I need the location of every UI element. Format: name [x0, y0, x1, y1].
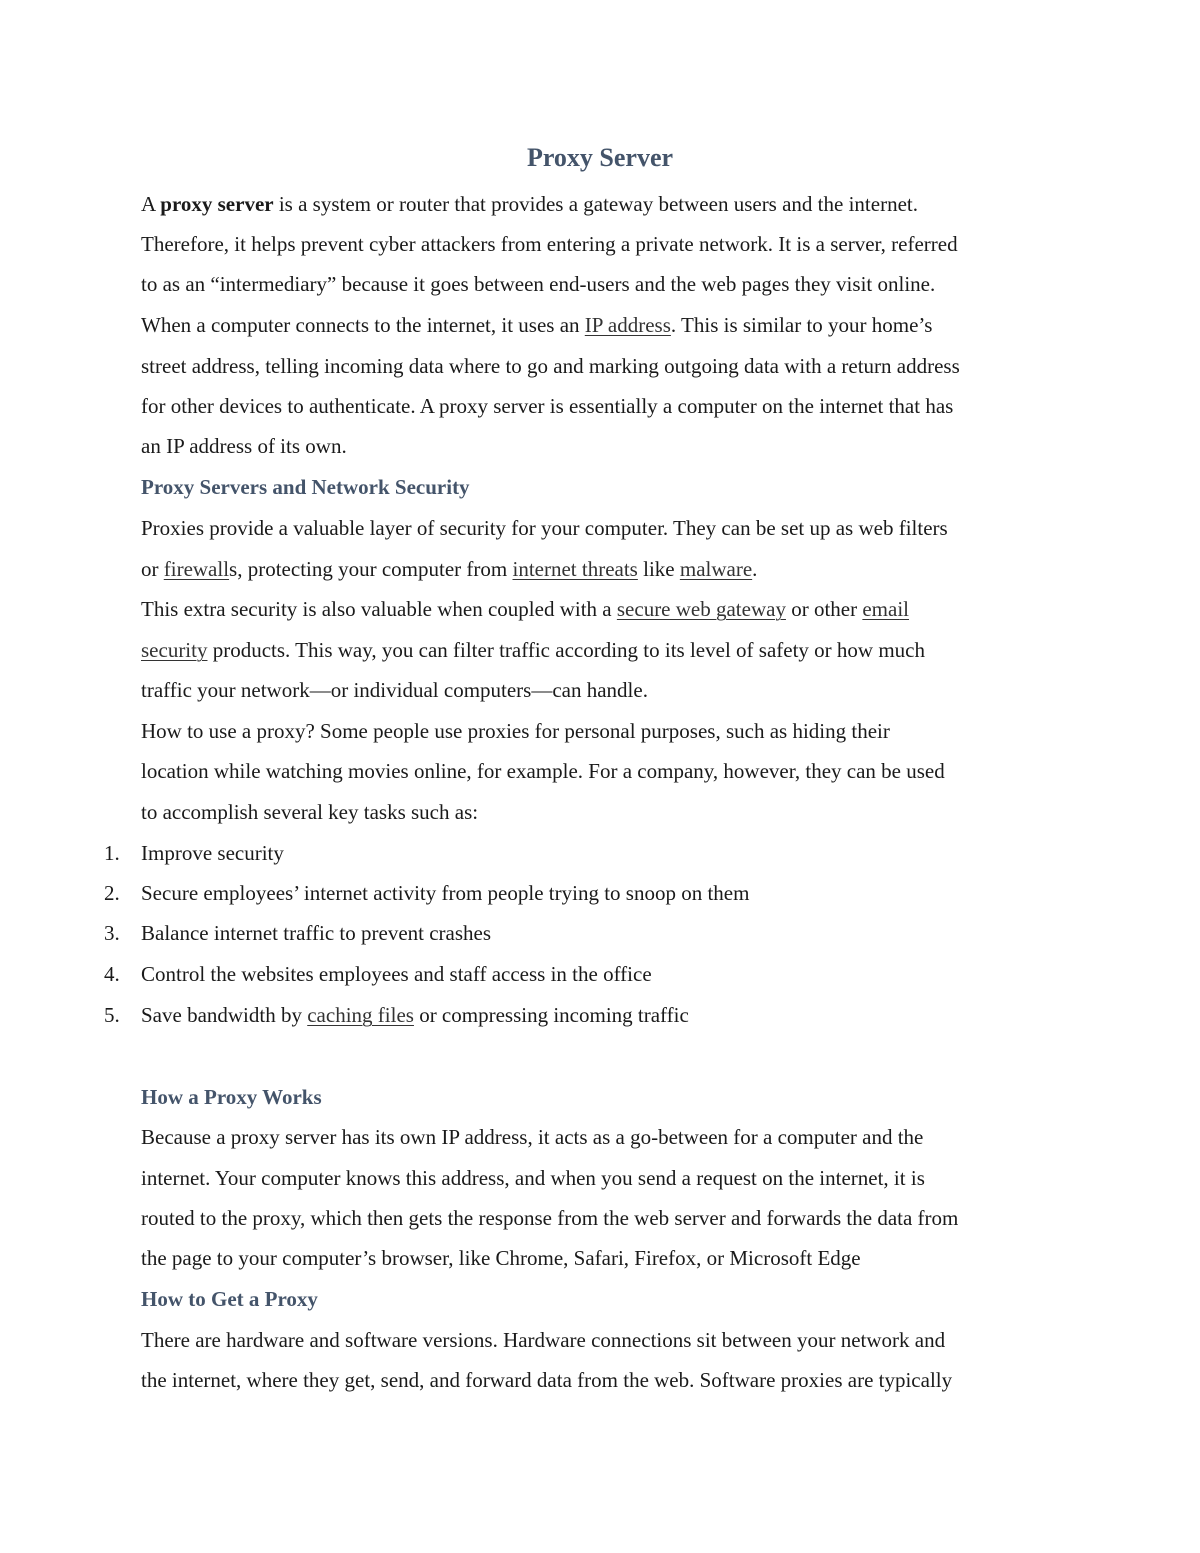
get-line-1: There are hardware and software versions. Hardware connections sit between your network and [141, 1328, 946, 1352]
malware-link[interactable]: malware [679, 557, 753, 581]
firewall-link[interactable]: firewall [163, 557, 230, 581]
security-line-5: traffic your network—or individual computers—can handle. [141, 678, 648, 702]
works-line-1: Because a proxy server has its own IP address, it acts as a go-between for a computer and the [141, 1125, 924, 1149]
intro-line-6: for other devices to authenticate. A proxy server is essentially a computer on the internet that has [141, 394, 954, 418]
works-heading: How a Proxy Works [141, 1085, 322, 1109]
email-security-link[interactable]: email [862, 597, 910, 621]
list-item: Control the websites employees and staff access in the office [141, 962, 652, 986]
list-number: 2. [104, 881, 120, 905]
list-item-text: or compressing incoming traffic [413, 1003, 689, 1027]
caching-files-link[interactable]: caching files [307, 1003, 414, 1027]
secure-web-gateway-link[interactable]: secure web gateway [616, 597, 786, 621]
list-number: 3. [104, 921, 120, 945]
security-text: like [637, 557, 680, 581]
security-line-8: to accomplish several key tasks such as: [141, 800, 479, 824]
security-text: s, protecting your computer from [229, 557, 513, 581]
list-item-text: Save bandwidth by [141, 1003, 308, 1027]
ip-address-link[interactable]: IP address [584, 313, 671, 337]
security-line-3 [141, 595, 909, 623]
works-line-4: the page to your computer’s browser, like Chrome, Safari, Firefox, or Microsoft Edge [141, 1246, 861, 1270]
list-item: Improve security [141, 841, 284, 865]
list-number: 4. [104, 962, 120, 986]
works-line-2: internet. Your computer knows this address, and when you send a request on the internet, it is [141, 1166, 925, 1190]
list-number: 5. [104, 1003, 120, 1027]
internet-threats-link[interactable]: internet threats [512, 557, 638, 581]
security-text: or other [785, 597, 863, 621]
intro-bold-term: proxy server [160, 192, 274, 216]
intro-text: . This is similar to your home’s [670, 313, 933, 337]
list-number: 1. [104, 841, 120, 865]
security-line-7: location while watching movies online, for example. For a company, however, they can be used [141, 759, 945, 783]
intro-line-2: Therefore, it helps prevent cyber attackers from entering a private network. It is a server, referred [141, 232, 958, 256]
intro-text: When a computer connects to the internet, it uses an [141, 313, 585, 337]
intro-line-1 [141, 190, 918, 218]
security-heading: Proxy Servers and Network Security [141, 475, 470, 499]
security-text: or [141, 557, 164, 581]
document-title: Proxy Server [526, 143, 674, 172]
list-item [141, 1001, 689, 1029]
works-line-3: routed to the proxy, which then gets the response from the web server and forwards the data from [141, 1206, 959, 1230]
security-line-2 [141, 555, 757, 583]
intro-line-5: street address, telling incoming data where to go and marking outgoing data with a return address [141, 354, 960, 378]
security-line-4 [141, 636, 925, 664]
email-security-link-cont[interactable]: security [141, 638, 208, 662]
intro-text: is a system or router that provides a gateway between users and the internet. [273, 192, 918, 216]
intro-line-4 [141, 311, 932, 339]
security-line-1: Proxies provide a valuable layer of security for your computer. They can be set up as web filters [141, 516, 948, 540]
security-text: products. This way, you can filter traffic according to its level of safety or how much [207, 638, 925, 662]
get-line-2: the internet, where they get, send, and forward data from the web. Software proxies are typically [141, 1368, 953, 1392]
security-line-6: How to use a proxy? Some people use proxies for personal purposes, such as hiding their [141, 719, 890, 743]
list-item: Secure employees’ internet activity from people trying to snoop on them [141, 881, 750, 905]
intro-line-3: to as an “intermediary” because it goes between end-users and the web pages they visit online. [141, 272, 936, 296]
security-text: This extra security is also valuable when coupled with a [141, 597, 617, 621]
get-heading: How to Get a Proxy [141, 1287, 318, 1311]
security-text: . [752, 557, 758, 581]
intro-text: A [141, 192, 161, 216]
list-item: Balance internet traffic to prevent crashes [141, 921, 492, 945]
intro-line-7: an IP address of its own. [141, 434, 347, 458]
